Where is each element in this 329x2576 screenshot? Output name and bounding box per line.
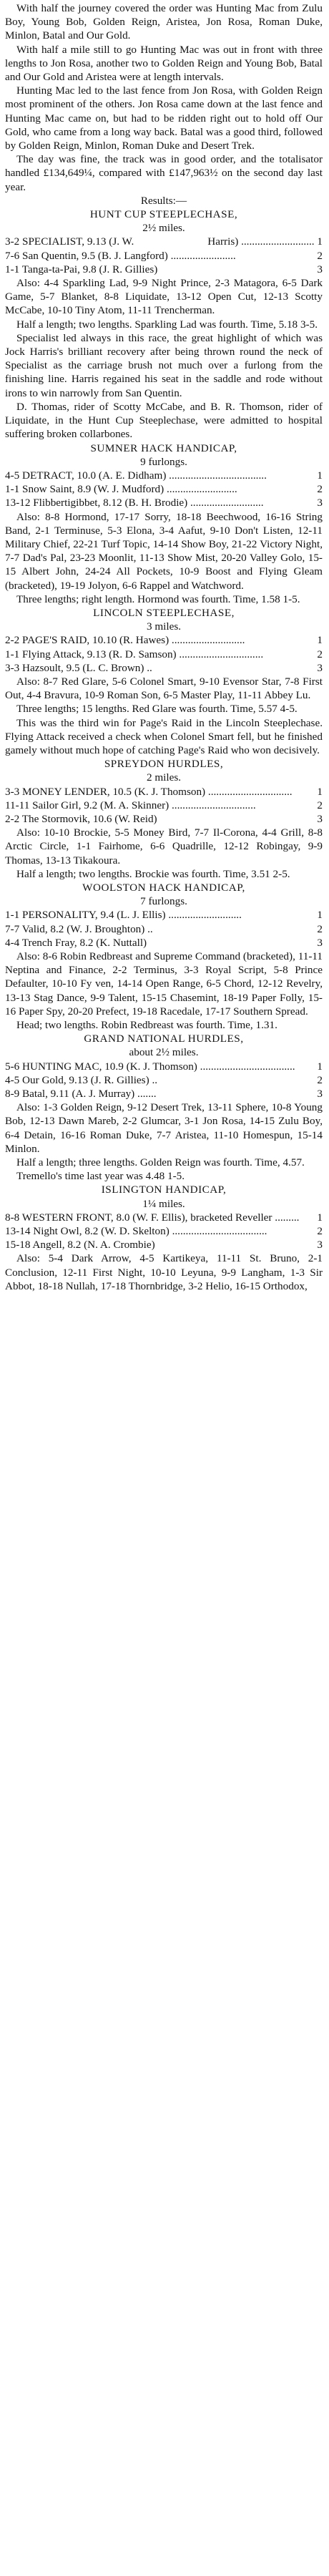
placing-position: 2	[317, 1073, 323, 1086]
race-distance: 9 furlongs.	[140, 455, 187, 468]
placing-row	[5, 812, 323, 826]
placing-position: 3	[317, 812, 323, 825]
race-title: SPREYDON HURDLES,	[104, 758, 224, 771]
placing-horse: 13-14 Night Owl, 8.2 (W. D. Skelton) ...................................	[5, 1225, 267, 1238]
race-text: This was the third win for Page's Raid in the Lincoln Steeplechase. Flying Attack received a check when Colonel Smart fell, but he finished gamely without much hope of catching Page's Raid who won decisively.	[5, 716, 323, 756]
placing-row	[5, 263, 323, 276]
placing-position: 2	[317, 799, 323, 811]
placing-position: 3	[317, 263, 323, 275]
placing-position: 1	[317, 634, 323, 647]
race-text: Three lengths; 15 lengths. Red Glare was fourth. Time, 5.57 4-5.	[16, 703, 298, 716]
placing-row	[5, 661, 323, 675]
placing-horse: 7-6 San Quentin, 9.5 (B. J. Langford) ........................	[5, 249, 236, 262]
race-text: Head; two lengths. Robin Redbreast was fourth. Time, 1.31.	[16, 1019, 278, 1032]
placing-position: 1	[317, 1060, 323, 1073]
race-title: WOOLSTON HACK HANDICAP,	[82, 882, 245, 894]
placing-row	[5, 1224, 323, 1238]
placing-position: 3	[317, 1239, 323, 1252]
race-title: ISLINGTON HANDICAP,	[101, 1184, 227, 1196]
placing-position: 2	[317, 483, 323, 496]
race-text: Half a length; two lengths. Sparkling Lad was fourth. Time, 5.18 3-5.	[16, 318, 318, 331]
race-text: Also: 1-3 Golden Reign, 9-12 Desert Trek, 13-11 Sphere, 10-8 Young Bob, 12-13 Dawn Mareb, 2-2 Glumcar, 3-1 Jon Rosa, 14-15 Zulu Boy, 6-4 Detain, 16-16 Roman Duke, 7-7 Aristea, 11-10 Homespun, 15-14 Minlon.	[5, 1101, 323, 1155]
placing-row	[5, 1238, 323, 1252]
race-section	[5, 441, 323, 606]
placing-horse: 4-4 Trench Fray, 8.2 (K. Nuttall)	[5, 936, 147, 949]
placing-row	[5, 799, 323, 812]
placing-position: 2	[317, 249, 323, 262]
placing-row	[5, 633, 323, 647]
placing-position: 2	[317, 922, 323, 935]
race-section	[5, 881, 323, 1032]
race-distance: 2½ miles.	[142, 222, 185, 235]
placing-horse: 15-18 Angell, 8.2 (N. A. Crombie)	[5, 1239, 155, 1252]
placing-horse: 1-1 Tanga-ta-Pai, 9.8 (J. R. Gillies)	[5, 263, 158, 275]
race-distance: 2 miles.	[146, 771, 182, 784]
placing-position: 3	[317, 936, 323, 949]
placing-row	[5, 1211, 323, 1224]
placing-position: 2	[317, 1225, 323, 1238]
race-distance: 1¼ miles.	[142, 1197, 185, 1210]
placing-horse: 3-2 SPECIALIST, 9.13 (J. W.	[5, 235, 134, 248]
race-text: Specialist led always in this race, the great highlight of which was Jock Harris's brilliant recovery after being thrown round the neck of Specialist as the carriage brush not much over a furlong from the finishing line. Harris regained his seat in the saddle and rode without irons to win narrowly from San Quentin.	[5, 331, 323, 399]
race-text: Three lengths; right length. Hormond was fourth. Time, 1.58 1-5.	[16, 592, 300, 605]
race-section	[5, 1032, 323, 1183]
race-section	[5, 606, 323, 757]
intro-paragraph-3: Hunting Mac led to the last fence from Jon Rosa, with Golden Reign most prominent of the others. Jon Rosa came down at the last fence and Hunting Mac came on, but had to be ridden right out to hold off Our Gold, who came from a long way back. Batal was a good third, followed by Golden Reign, Minlon, Roman Duke and Desert Trek.	[5, 84, 323, 152]
race-text: Also: 10-10 Brockie, 5-5 Money Bird, 7-7 Il-Corona, 4-4 Grill, 8-8 Arctic Circle, 1-1 Fairhome, 6-6 Quadrille, 12-12 Robingay, 9-9 Thomas, 13-13 Tikakoura.	[5, 826, 323, 867]
race-distance: about 2½ miles.	[129, 1046, 199, 1059]
race-text: Tremello's time last year was 4.48 1-5.	[16, 1170, 185, 1183]
intro-paragraph-2: With half a mile still to go Hunting Mac was out in front with three lengths to Jon Rosa, another two to Golden Reign and Young Bob, Batal and Our Gold and Aristea were at length intervals.	[5, 43, 323, 84]
race-distance: 3 miles.	[146, 620, 182, 633]
placing-row	[5, 235, 323, 248]
placing-row	[5, 1087, 323, 1101]
placing-horse: 1-1 Snow Saint, 8.9 (W. J. Mudford) ..........................	[5, 483, 237, 496]
race-text: Also: 8-8 Hormond, 17-17 Sorry, 18-18 Beechwood, 16-16 String Band, 2-1 Terminuse, 5-3 Elona, 3-4 Aafut, 9-10 Don't Listen, 12-11 Military Chief, 22-21 Turf Topic, 14-14 Show Boy, 21-22 Victory Night, 7-7 Dad's Pal, 23-23 Moonlit, 11-13 Show Mist, 20-20 Valley Golo, 15-15 Albert John, 24-24 All Pockets, 10-9 Boost and Flying Gleam (bracketed), 19-19 Jolyon, 6-6 Rappel and Watchword.	[5, 510, 323, 592]
placing-row	[5, 469, 323, 482]
placing-horse: 4-5 DETRACT, 10.0 (A. E. Didham) ....................................	[5, 469, 267, 482]
placing-horse: 3-3 MONEY LENDER, 10.5 (K. J. Thomson) ...............................	[5, 785, 293, 798]
placing-horse: 11-11 Sailor Girl, 9.2 (M. A. Skinner) ...............................	[5, 799, 256, 811]
race-title: LINCOLN STEEPLECHASE,	[93, 606, 235, 619]
placing-position: 1	[317, 909, 323, 922]
placing-row	[5, 249, 323, 263]
intro-paragraph-4: The day was fine, the track was in good order, and the totalisator handled £134,649¼, compared with £147,963½ on the second day last year.	[5, 153, 323, 193]
placing-horse: 8-9 Batal, 9.11 (A. J. Murray) .......	[5, 1088, 157, 1101]
placing-row	[5, 496, 323, 509]
race-section	[5, 1183, 323, 1293]
race-section	[5, 208, 323, 441]
race-section	[5, 757, 323, 881]
placing-row	[5, 936, 323, 950]
placing-row	[5, 1060, 323, 1073]
placing-horse: 2-2 The Stormovik, 10.6 (W. Reid)	[5, 812, 157, 825]
placing-position: 1	[317, 785, 323, 798]
placing-row	[5, 785, 323, 799]
placing-horse: 1-1 PERSONALITY, 9.4 (L. J. Ellis) ...........................	[5, 909, 242, 922]
placing-row	[5, 482, 323, 496]
placing-position: Harris) ........................... 1	[207, 235, 323, 248]
placing-row	[5, 922, 323, 936]
results-heading: Results:—	[140, 194, 187, 207]
placing-position: 1	[317, 1211, 323, 1224]
race-title: HUNT CUP STEEPLECHASE,	[89, 208, 238, 221]
placing-horse: 7-7 Valid, 8.2 (W. J. Broughton) ..	[5, 922, 153, 935]
race-text: Also: 8-7 Red Glare, 5-6 Colonel Smart, 9-10 Evensor Star, 7-8 First Out, 4-4 Bravura, 10-9 Roman Son, 6-5 Master Play, 11-11 Abbey Lu.	[5, 675, 323, 702]
placing-position: 3	[317, 497, 323, 509]
race-text: D. Thomas, rider of Scotty McCabe, and B. R. Thomson, rider of Liquidate, in the Hunt Cup Steeplechase, were admitted to hospital suffering broken collarbones.	[5, 400, 323, 441]
placing-position: 1	[317, 469, 323, 482]
placing-horse: 1-1 Flying Attack, 9.13 (R. D. Samson) ...............................	[5, 648, 264, 660]
race-title: SUMNER HACK HANDICAP,	[90, 441, 237, 454]
placing-position: 2	[317, 648, 323, 660]
placing-horse: 2-2 PAGE'S RAID, 10.10 (R. Hawes) ...........................	[5, 634, 245, 647]
placing-horse: 3-3 Hazsoult, 9.5 (L. C. Brown) ..	[5, 661, 152, 674]
placing-row	[5, 1073, 323, 1087]
placing-position: 3	[317, 661, 323, 674]
race-text: Also: 8-6 Robin Redbreast and Supreme Command (bracketed), 11-11 Neptina and Finance, 2-2 Terminus, 3-3 Royal Script, 5-8 Prince Defaulter, 10-10 Fy ven, 14-14 Open Range, 6-5 Chord, 12-12 Revelry, 13-13 Stag Dance, 9-9 Talent, 15-15 Chasemint, 18-19 Paper Folly, 15-16 Paper Spy, 20-20 Prefect, 19-18 Racedale, 17-17 Southern Spread.	[5, 950, 323, 1018]
placing-horse: 13-12 Flibbertigibbet, 8.12 (B. H. Brodie) ...........................	[5, 497, 264, 509]
race-title: GRAND NATIONAL HURDLES,	[84, 1033, 244, 1045]
placing-horse: 5-6 HUNTING MAC, 10.9 (K. J. Thomson) ...................................	[5, 1060, 295, 1073]
race-text: Also: 5-4 Dark Arrow, 4-5 Kartikeya, 11-11 St. Bruno, 2-1 Conclusion, 12-11 First Night, 10-10 Leyuna, 9-9 Langham, 1-3 Sir Abbot, 18-18 Nullah, 17-18 Thornbridge, 3-2 Helio, 16-15 Orthodox,	[5, 1252, 323, 1292]
race-text: Half a length; three lengths. Golden Reign was fourth. Time, 4.57.	[16, 1156, 305, 1169]
placing-row	[5, 908, 323, 922]
race-text: Half a length; two lengths. Brockie was fourth. Time, 3.51 2-5.	[16, 867, 290, 880]
placing-horse: 8-8 WESTERN FRONT, 8.0 (W. F. Ellis), bracketed Reveller .........	[5, 1211, 300, 1224]
race-distance: 7 furlongs.	[140, 895, 187, 908]
intro-paragraph-1: With half the journey covered the order was Hunting Mac from Zulu Boy, Young Bob, Golden Reign, Aristea, Jon Rosa, Roman Duke, Minlon, Batal and Our Gold.	[5, 2, 323, 42]
placing-position: 3	[317, 1088, 323, 1101]
placing-row	[5, 648, 323, 661]
placing-horse: 4-5 Our Gold, 9.13 (J. R. Gillies) ..	[5, 1073, 158, 1086]
race-text: Also: 4-4 Sparkling Lad, 9-9 Night Prince, 2-3 Matagora, 6-5 Dark Game, 5-7 Blanket, 8-8 Liquidate, 13-12 Open Cut, 12-13 Scotty McCabe, 10-10 Tiny Atom, 11-11 Trencherman.	[5, 277, 323, 317]
